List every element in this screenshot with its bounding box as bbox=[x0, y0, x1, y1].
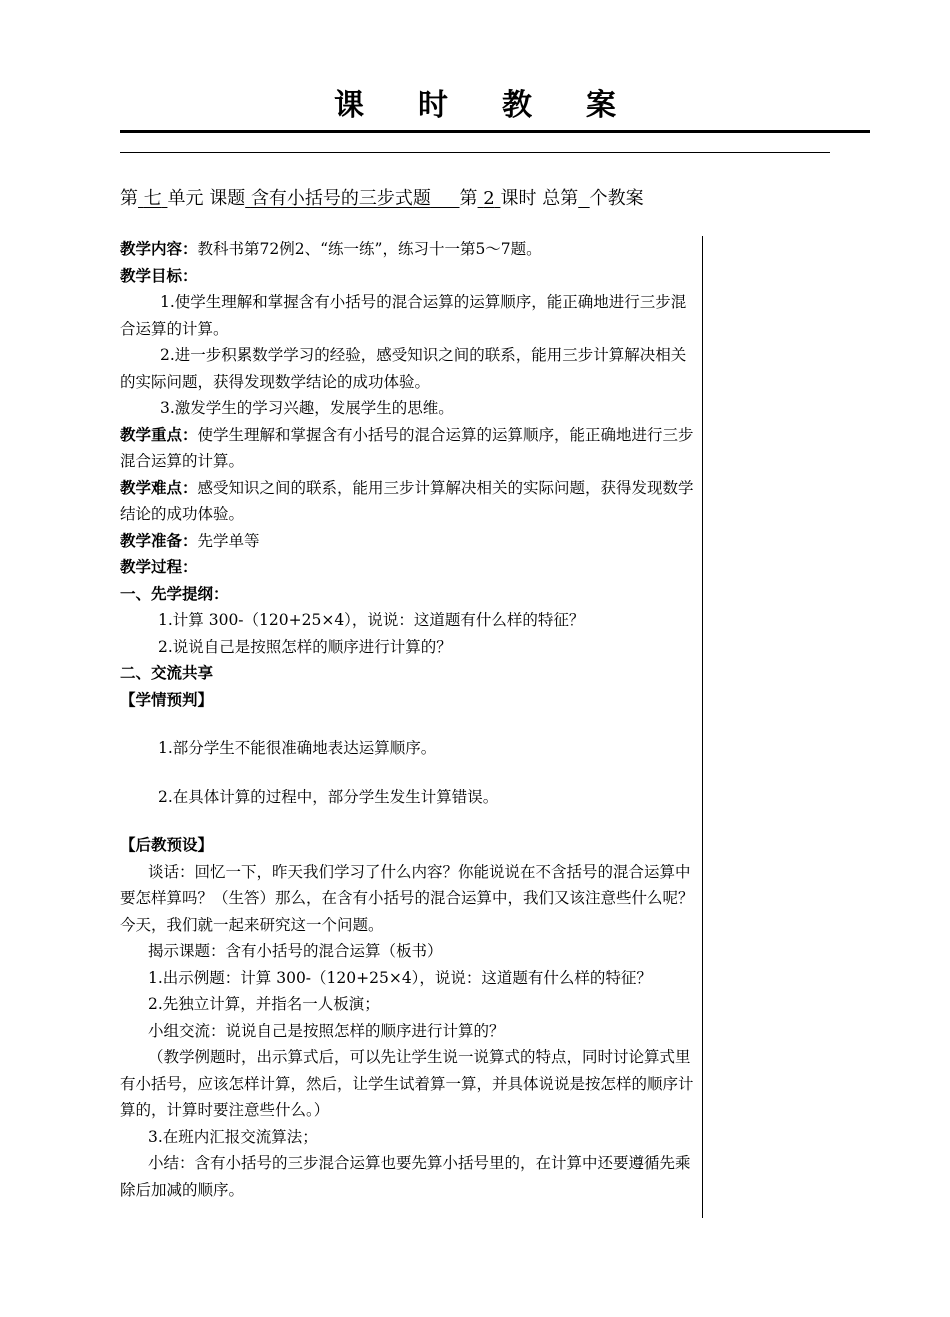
total-suffix: 个教案 bbox=[589, 188, 644, 209]
goals-heading: 教学目标： bbox=[120, 266, 198, 285]
step-item: 1.出示例题：计算 300-（120+25×4），说说：这道题有什么样的特征？ bbox=[148, 968, 652, 987]
reveal-paragraph: 揭示课题：含有小括号的混合运算（板书） bbox=[148, 942, 443, 960]
teaching-content: 教学内容：教科书第72例2、“练一练”，练习十一第5～7题。 bbox=[120, 240, 542, 258]
lesson-header bbox=[120, 184, 644, 210]
topic-value: 含有小括号的三步式题 bbox=[250, 188, 431, 209]
title-char: 课 bbox=[334, 88, 364, 123]
outline-item: 1.计算 300-（120+25×4），说说：这道题有什么样的特征？ bbox=[158, 611, 585, 629]
process-heading: 教学过程： bbox=[120, 558, 198, 576]
summary-paragraph: 小结：含有小括号的三步混合运算也要先算小括号里的，在计算中还要遵循先乘除后加减的顺序。 bbox=[120, 1154, 691, 1199]
predict-item: 2.在具体计算的过程中，部分学生发生计算错误。 bbox=[158, 787, 499, 806]
title-char: 教 bbox=[502, 88, 532, 123]
post-heading: 【后教预设】 bbox=[120, 836, 214, 854]
predict-heading: 【学情预判】 bbox=[120, 690, 214, 709]
section-heading: 一、先学提纲： bbox=[120, 584, 229, 603]
unit-number: 七 bbox=[143, 188, 162, 209]
table-right-border bbox=[702, 236, 703, 1218]
goal-item: 2.进一步积累数学学习的经验，感受知识之间的联系，能用三步计算解决相关的实际问题，获得发现数学结论的成功体验。 bbox=[120, 346, 687, 391]
page-title bbox=[0, 80, 950, 124]
unit-prefix: 第 bbox=[120, 188, 138, 209]
total-label: 总第 bbox=[542, 188, 579, 209]
title-char: 时 bbox=[418, 88, 448, 123]
title-char: 案 bbox=[586, 88, 616, 123]
difficulty: 教学难点：感受知识之间的联系，能用三步计算解决相关的实际问题，获得发现数学结论的成功体验。 bbox=[120, 478, 694, 523]
note-paragraph: （教学例题时，出示算式后，可以先让学生说一说算式的特点，同时讨论算式里有小括号，应该怎样计算，然后，让学生试着算一算，并具体说说是按怎样的顺序计算的，计算时要注意些什么。） bbox=[120, 1048, 694, 1119]
preparation: 教学准备：先学单等 bbox=[120, 531, 260, 550]
talk-paragraph: 谈话：回忆一下，昨天我们学习了什么内容？你能说说在不含括号的混合运算中要怎样算吗？（生答）那么，在含有小括号的混合运算中，我们又该注意些什么呢？今天，我们就一起来研究这一个问题。 bbox=[120, 862, 694, 934]
lesson-prefix: 第 bbox=[459, 188, 478, 209]
unit-label: 单元 bbox=[167, 188, 204, 209]
group-paragraph: 小组交流：说说自己是按照怎样的顺序进行计算的？ bbox=[148, 1021, 505, 1040]
lesson-label: 课时 bbox=[500, 188, 537, 209]
title-rule-thin bbox=[120, 152, 830, 153]
lesson-content bbox=[120, 236, 696, 1203]
predict-item: 1.部分学生不能很准确地表达运算顺序。 bbox=[158, 739, 437, 757]
step-item: 2.先独立计算，并指名一人板演； bbox=[148, 995, 380, 1013]
spacer bbox=[120, 810, 696, 832]
lesson-number: 2 bbox=[483, 188, 495, 209]
outline-item: 2.说说自己是按照怎样的顺序进行计算的？ bbox=[158, 637, 452, 656]
key-point: 教学重点：使学生理解和掌握含有小括号的混合运算的运算顺序，能正确地进行三步混合运算的计算。 bbox=[120, 425, 694, 470]
total-number bbox=[578, 188, 589, 209]
title-rule-thick bbox=[120, 130, 870, 133]
goal-item: 1.使学生理解和掌握含有小括号的混合运算的运算顺序，能正确地进行三步混合运算的计算。 bbox=[120, 293, 687, 338]
step-item: 3.在班内汇报交流算法； bbox=[148, 1127, 318, 1146]
spacer bbox=[120, 713, 696, 735]
topic-label: 课题 bbox=[209, 188, 246, 209]
spacer bbox=[120, 762, 696, 784]
goal-item: 3.激发学生的学习兴趣，发展学生的思维。 bbox=[160, 399, 454, 417]
section-heading: 二、交流共享 bbox=[120, 664, 214, 682]
